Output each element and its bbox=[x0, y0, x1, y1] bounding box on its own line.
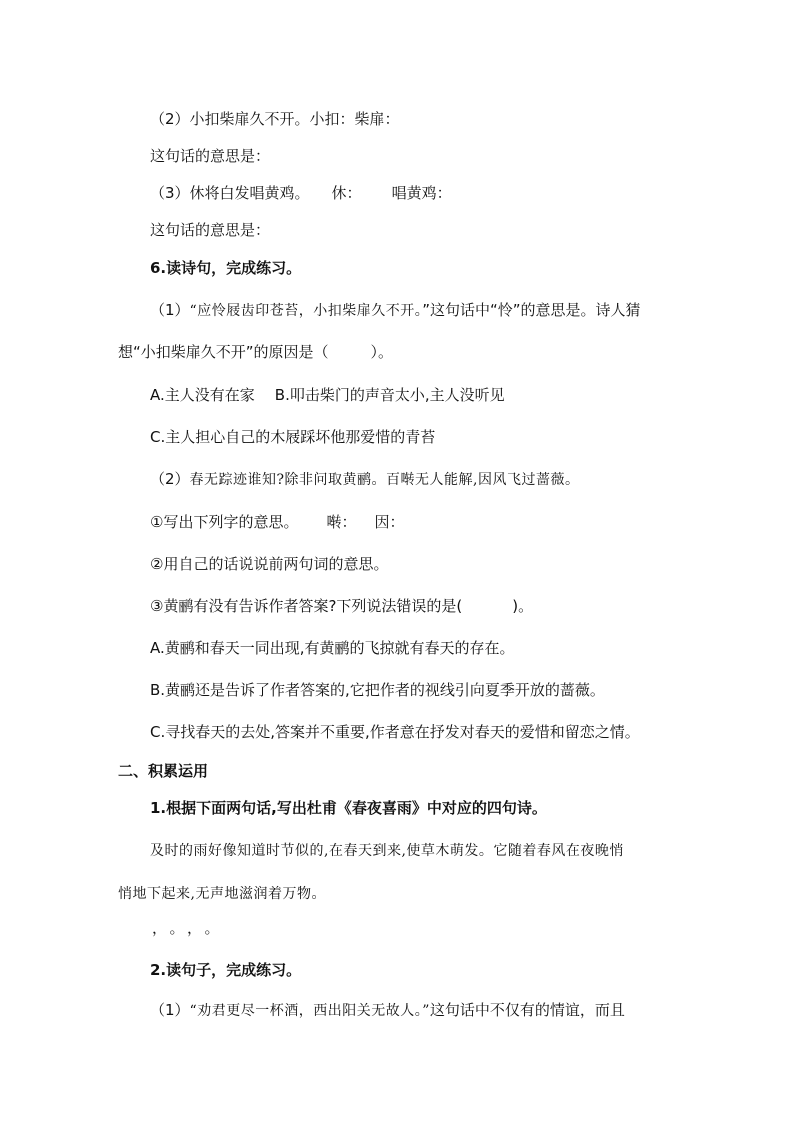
text: 休： bbox=[331, 184, 362, 202]
text: 2.读句子，完成练习。 bbox=[150, 961, 302, 979]
text: ①写出下列字的意思。 bbox=[150, 513, 299, 531]
question-line bbox=[150, 469, 580, 490]
choice-line bbox=[150, 680, 605, 700]
question-line bbox=[150, 596, 533, 616]
question-line bbox=[118, 342, 393, 362]
poem-quote: “劝君更尽一杯酒，西出阳关无故人。” bbox=[189, 1003, 430, 1019]
choice-line bbox=[150, 722, 640, 742]
question-line bbox=[150, 554, 388, 574]
answer-prompt bbox=[150, 146, 270, 166]
question-heading bbox=[150, 798, 547, 818]
choice-a: A.主人没有在家 bbox=[150, 386, 255, 404]
question-line bbox=[150, 512, 404, 532]
choice-line bbox=[150, 427, 435, 447]
text: 这句话中不仅有的情谊，而且 bbox=[429, 1001, 625, 1019]
choice-b: B.叩击柴门的声音太小,主人没听见 bbox=[274, 386, 505, 404]
passage-line bbox=[118, 884, 326, 904]
choice-c: C.寻找春天的去处,答案并不重要,作者意在抒发对春天的爱惜和留恋之情。 bbox=[150, 723, 640, 741]
question-line bbox=[150, 109, 400, 129]
section-heading bbox=[150, 258, 301, 278]
poem-quote: “应怜屐齿印苍苔，小扣柴扉久不开。 bbox=[189, 303, 423, 319]
text: ，。，。 bbox=[152, 919, 230, 937]
choice-c: C.主人担心自己的木屐踩坏他那爱惜的青苔 bbox=[150, 428, 436, 446]
choice-b: B.黄鹂还是告诉了作者答案的,它把作者的视线引向夏季开放的蔷薇。 bbox=[150, 681, 605, 699]
choice-a: A.黄鹂和春天一同出现,有黄鹂的飞掠就有春天的存在。 bbox=[150, 639, 515, 657]
text: （3）休将白发唱黄鸡。 bbox=[150, 184, 310, 202]
text: ）。 bbox=[370, 343, 394, 361]
text: 二、积累运用 bbox=[118, 762, 209, 780]
text: ”这句话中“怜”的意思是。诗人猜 bbox=[422, 301, 641, 319]
text: 唱黄鸡： bbox=[391, 184, 452, 202]
blank-line bbox=[152, 918, 230, 938]
text: （2） bbox=[150, 470, 190, 488]
text: 悄地下起来,无声地滋润着万物。 bbox=[118, 886, 326, 902]
text: ②用自己的话说说前两句词的意思。 bbox=[150, 555, 389, 573]
choice-line bbox=[150, 385, 505, 405]
text: 啭： bbox=[326, 513, 357, 531]
text: 1.根据下面两句话,写出杜甫《春夜喜雨》中对应的四句诗。 bbox=[150, 799, 547, 817]
choice-line bbox=[150, 638, 515, 658]
answer-prompt bbox=[150, 220, 270, 240]
question-heading bbox=[150, 960, 301, 980]
section-heading bbox=[118, 761, 208, 781]
text: )。 bbox=[512, 597, 534, 615]
text: （1） bbox=[150, 1001, 190, 1019]
text: 因： bbox=[374, 513, 405, 531]
question-line bbox=[150, 183, 452, 203]
text: 这句话的意思是： bbox=[150, 147, 271, 165]
passage-line bbox=[150, 841, 624, 861]
text: （2）小扣柴扉久不开。小扣：柴扉： bbox=[150, 110, 400, 128]
text: 这句话的意思是： bbox=[150, 221, 271, 239]
poem-quote: 春无踪迹谁知?除非问取黄鹂。百啭无人能解,因风飞过蔷薇。 bbox=[189, 472, 580, 488]
question-line bbox=[150, 300, 641, 321]
text: 6.读诗句，完成练习。 bbox=[150, 259, 302, 277]
text: 想“小扣柴扉久不开”的原因是（ bbox=[118, 343, 329, 361]
text: 及时的雨好像知道时节似的,在春天到来,使草木萌发。它随着春风在夜晚悄 bbox=[150, 843, 624, 859]
text: ③黄鹂有没有告诉作者答案?下列说法错误的是( bbox=[150, 597, 463, 615]
text: （1） bbox=[150, 301, 190, 319]
question-line bbox=[150, 1000, 625, 1021]
